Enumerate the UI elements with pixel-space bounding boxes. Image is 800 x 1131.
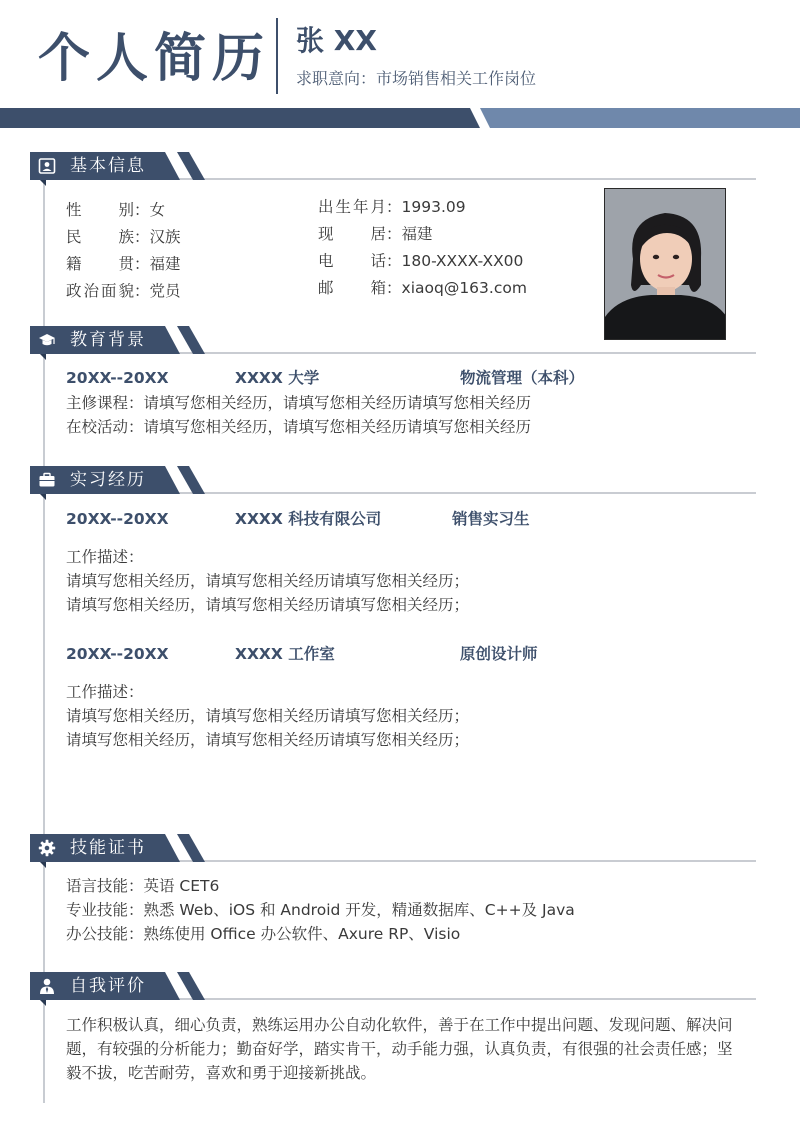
education-school: XXXX 大学 [235, 369, 320, 387]
job-desc-line: 请填写您相关经历，请填写您相关经历请填写您相关经历； [66, 707, 470, 725]
job-desc-label: 工作描述： [66, 548, 144, 566]
id-card-icon [38, 157, 56, 175]
section-title: 自我评价 [70, 976, 146, 996]
education-period: 20XX--20XX [66, 369, 169, 387]
info-residence: 现居：福建 [318, 225, 433, 243]
self-evaluation-line: 毅不拔，吃苦耐劳，喜欢和勇于迎接新挑战。 [66, 1064, 377, 1082]
info-gender: 性别：女 [66, 201, 166, 219]
section-header-basic-info [30, 152, 756, 182]
person-icon [38, 977, 56, 995]
briefcase-icon [38, 471, 56, 489]
section-header-self-evaluation [30, 972, 756, 1002]
section-title: 教育背景 [70, 330, 146, 350]
section-header-education [30, 326, 756, 356]
job-role: 原创设计师 [460, 645, 538, 663]
job-company: XXXX 工作室 [235, 645, 335, 663]
skill-line: 办公技能：熟练使用 Office 办公软件、Axure RP、Visio [66, 925, 461, 943]
education-major: 物流管理（本科） [460, 369, 585, 387]
info-birth-date: 出生年月：1993.09 [318, 198, 466, 216]
skill-line: 专业技能：熟悉 Web、iOS 和 Android 开发，精通数据库、C++及 Java [66, 901, 575, 919]
section-title: 技能证书 [70, 838, 146, 858]
self-evaluation-line: 工作积极认真，细心负责，熟练运用办公自动化软件，善于在工作中提出问题、发现问题、解决问 [66, 1016, 733, 1034]
gear-icon [38, 839, 56, 857]
job-desc-line: 请填写您相关经历，请填写您相关经历请填写您相关经历； [66, 731, 470, 749]
education-courses: 主修课程：请填写您相关经历，请填写您相关经历请填写您相关经历 [66, 394, 532, 412]
education-activities: 在校活动：请填写您相关经历，请填写您相关经历请填写您相关经历 [66, 418, 532, 436]
info-email: 邮箱：xiaoq@163.com [318, 279, 527, 297]
section-title: 实习经历 [70, 470, 146, 490]
section-header-skills [30, 834, 756, 864]
section-title: 基本信息 [70, 156, 146, 176]
timeline-spine [43, 178, 45, 1103]
header-banner [0, 108, 800, 128]
resume-title: 个人简历 [38, 29, 271, 89]
info-ethnicity: 民族：汉族 [66, 228, 181, 246]
skill-line: 语言技能：英语 CET6 [66, 877, 220, 895]
job-desc-label: 工作描述： [66, 683, 144, 701]
self-evaluation-line: 题，有较强的分析能力；勤奋好学，踏实肯干，动手能力强，认真负责，有很强的社会责任感；坚 [66, 1040, 733, 1058]
info-phone: 电话：180-XXXX-XX00 [318, 252, 524, 270]
profile-photo [604, 188, 726, 340]
job-desc-line: 请填写您相关经历，请填写您相关经历请填写您相关经历； [66, 572, 470, 590]
candidate-name: 张 XX [296, 24, 377, 57]
job-period: 20XX--20XX [66, 645, 169, 663]
info-political-status: 政治面貌：党员 [66, 282, 181, 300]
job-role: 销售实习生 [452, 510, 530, 528]
section-header-internship [30, 466, 756, 496]
job-intent: 求职意向：市场销售相关工作岗位 [296, 69, 537, 88]
header-divider [276, 18, 278, 94]
job-desc-line: 请填写您相关经历，请填写您相关经历请填写您相关经历； [66, 596, 470, 614]
job-company: XXXX 科技有限公司 [235, 510, 382, 528]
info-hometown: 籍贯：福建 [66, 255, 181, 273]
graduation-cap-icon [38, 331, 56, 349]
job-period: 20XX--20XX [66, 510, 169, 528]
